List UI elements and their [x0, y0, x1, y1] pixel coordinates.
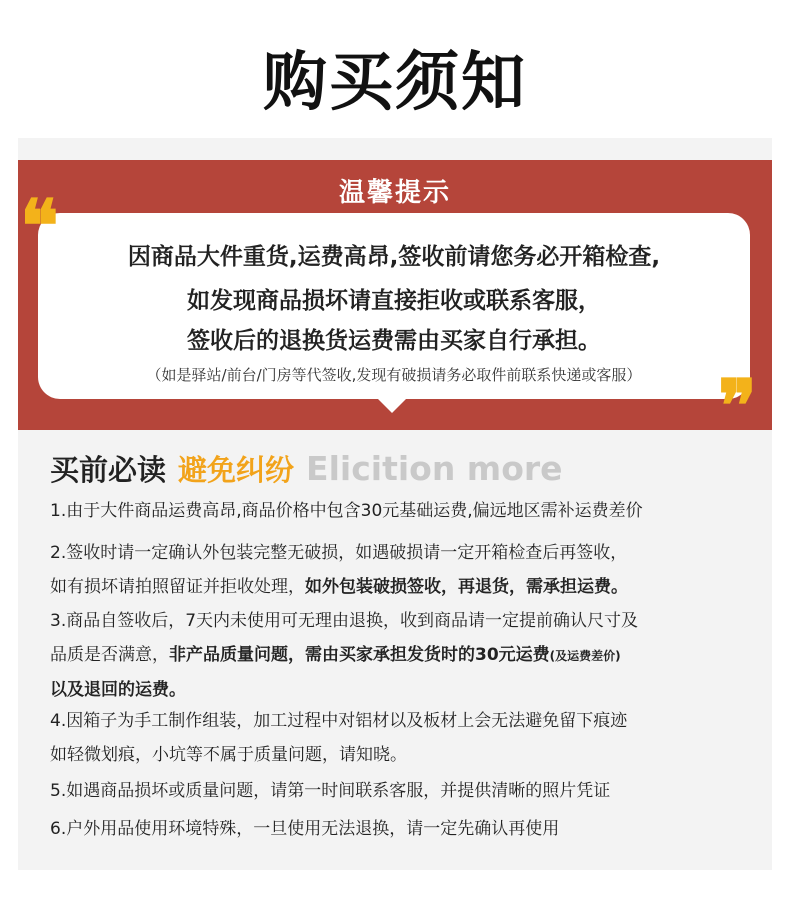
rule-1: 1.由于大件商品运费高昂,商品价格中包含30元基础运费,偏远地区需补运费差价 — [50, 501, 643, 521]
rule-3-small-note: (及运费差价) — [549, 649, 621, 663]
rule-6: 6.户外用品使用环境特殊，一旦使用无法退换，请一定先确认再使用 — [50, 819, 560, 839]
rule-3-emphasis-2: 以及退回的运费。 — [50, 680, 186, 700]
tips-heading: 温馨提示 — [338, 178, 451, 208]
rule-2-line-2 — [50, 570, 750, 604]
page-title: 购买须知 — [263, 46, 527, 120]
rule-4 — [50, 704, 750, 772]
tips-line-2: 如发现商品损坏请直接拒收或联系客服， — [187, 288, 601, 314]
rule-3-line-3 — [50, 673, 750, 707]
close-quote-icon: ❞ — [718, 363, 757, 448]
rule-2-emphasis: 如外包装破损签收，再退货，需承担运费。 — [305, 577, 628, 597]
rule-4-line-2: 如轻微划痕，小坑等不属于质量问题，请知晓。 — [50, 745, 407, 765]
tips-line-3: 签收后的退换货运费需由买家自行承担。 — [187, 328, 601, 354]
section-heading-accent: 避免纠纷 — [178, 453, 295, 487]
rule-2-text: 如有损坏请拍照留证并拒收处理， — [50, 577, 305, 597]
rule-5: 5.如遇商品损坏或质量问题，请第一时间联系客服，并提供清晰的照片凭证 — [50, 781, 611, 801]
section-heading-main: 买前必读 — [50, 453, 167, 487]
rule-2 — [50, 536, 750, 604]
section-heading-english: Elicition more — [306, 449, 563, 488]
rule-2-line-1: 2.签收时请一定确认外包装完整无破损，如遇破损请一定开箱检查后再签收， — [50, 543, 628, 563]
rule-3-line-1: 3.商品自签收后，7天内未使用可无理由退换，收到商品请一定提前确认尺寸及 — [50, 611, 639, 631]
rule-4-line-1: 4.因箱子为手工制作组装，加工过程中对铝材以及板材上会无法避免留下痕迹 — [50, 711, 628, 731]
rule-3-emphasis: 非产品质量问题，需由买家承担发货时的30元运费 — [169, 645, 550, 665]
rule-3-text: 品质是否满意， — [50, 645, 169, 665]
rule-3 — [50, 604, 750, 707]
section-heading — [50, 448, 563, 492]
rule-3-line-2 — [50, 638, 750, 673]
tips-line-1: 因商品大件重货,运费高昂,签收前请您务必开箱检查, — [127, 244, 661, 270]
open-quote-icon: ❝ — [20, 183, 59, 268]
bubble-tail — [376, 397, 408, 413]
tips-note: （如是驿站/前台/门房等代签收,发现有破损请务必取件前联系快递或客服） — [146, 366, 642, 384]
